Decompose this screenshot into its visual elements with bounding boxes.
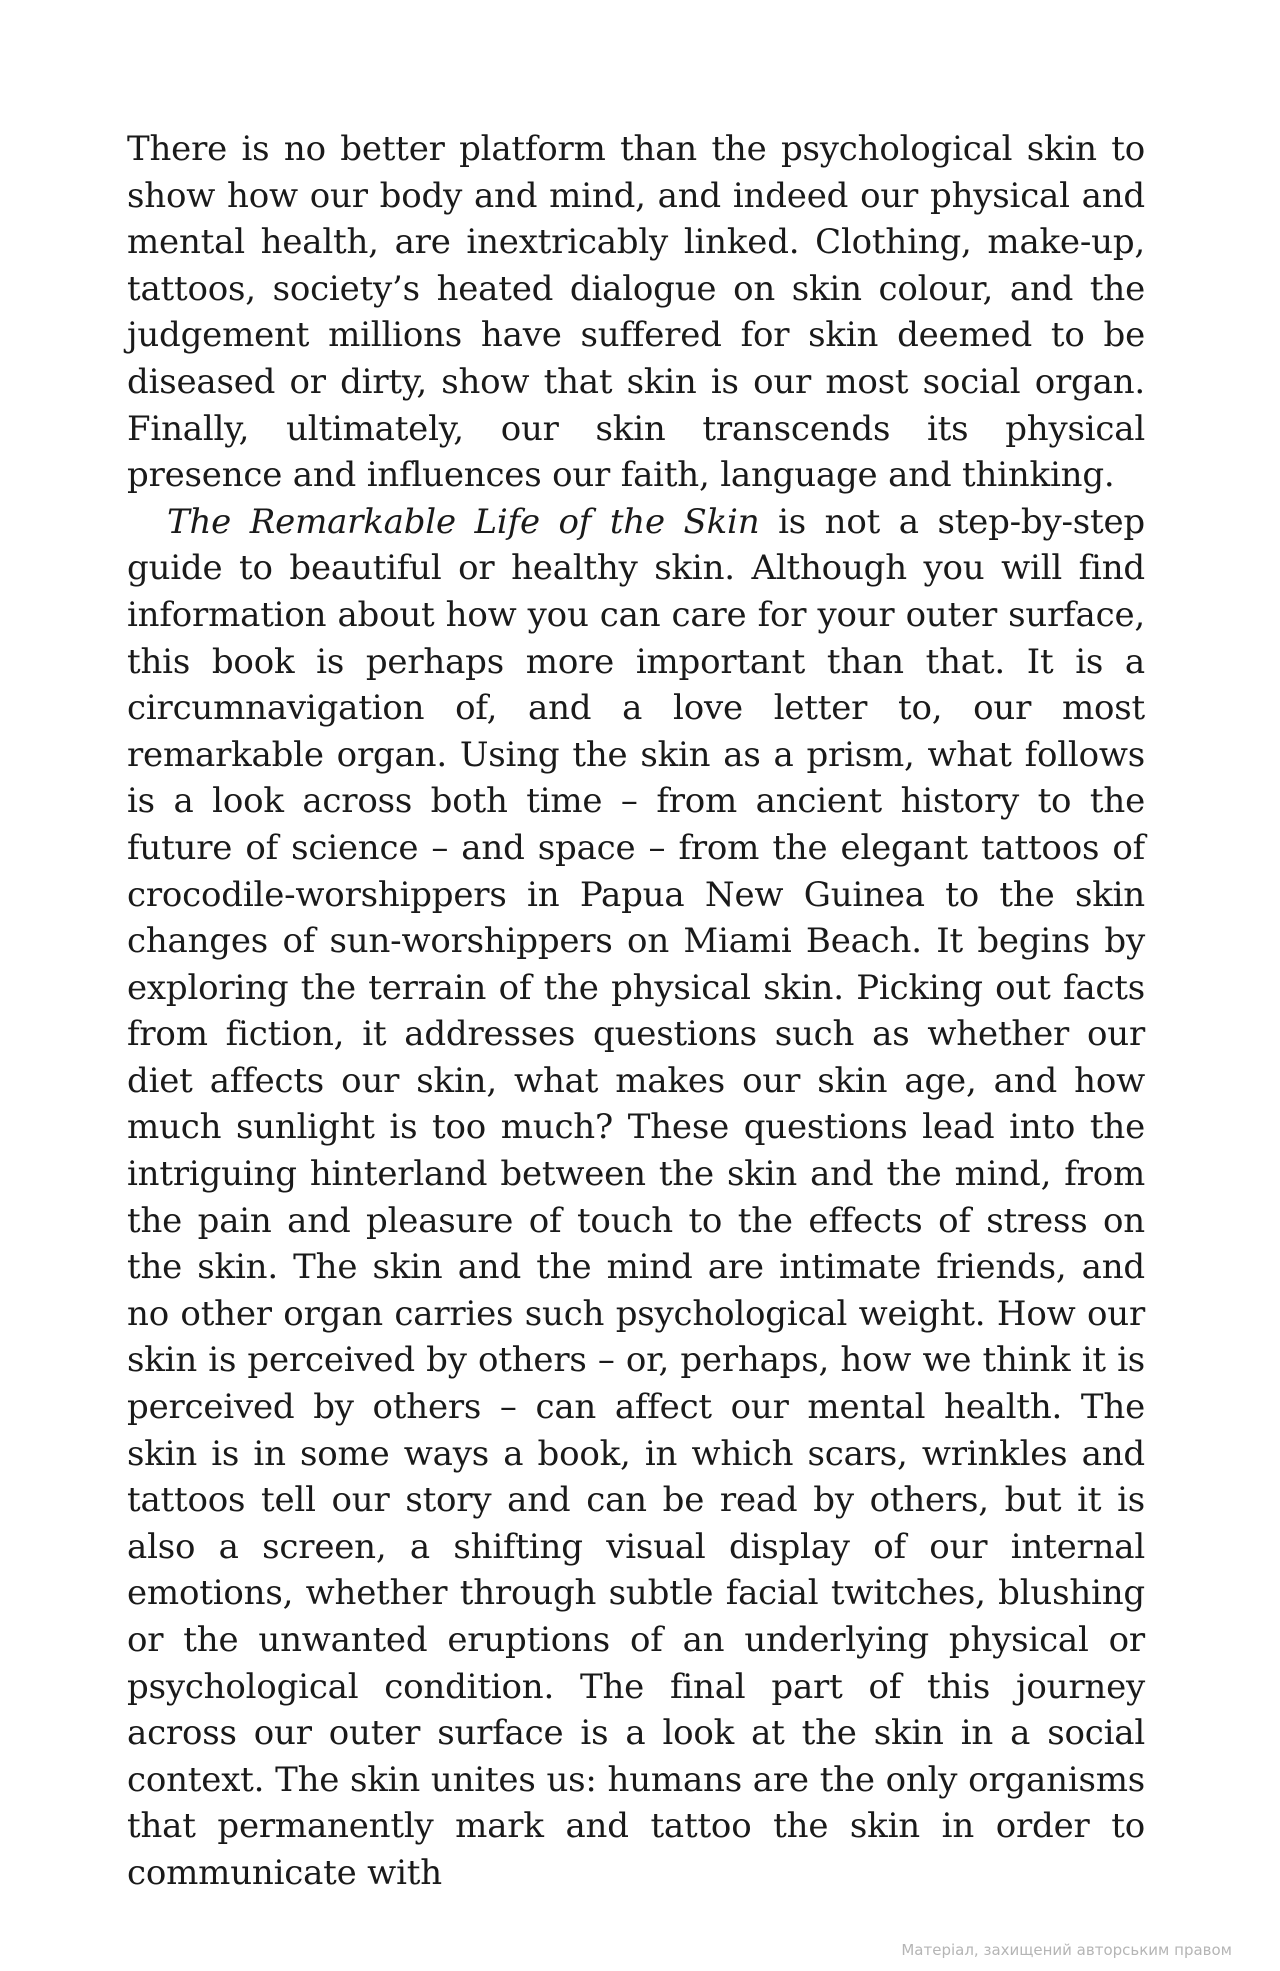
copyright-watermark: Матеріал, захищений авторським правом — [901, 1941, 1232, 1959]
paragraph-2 — [127, 499, 1145, 1897]
paragraph-2-text: is not a step-by-step guide to beautiful or healthy skin. Although you will find information about how you can care for your outer surface, this book is perhaps more important than that. It is a circumnavigation of, and a love letter to, our most remarkable organ. Using the skin as a prism, what follows is a look across both time – from ancient history to the future of science – and space – from the elegant tattoos of crocodile-worshippers in Papua New Guinea to the skin changes of sun-worshippers on Miami Beach. It begins by exploring the terrain of the physical skin. Picking out facts from fiction, it addresses questions such as whether our diet affects our skin, what makes our skin age, and how much sunlight is too much? These questions lead into the intriguing hinterland between the skin and the mind, from the pain and pleasure of touch to the effects of stress on the skin. The skin and the mind are intimate friends, and no other organ carries such psychological weight. How our skin is perceived by others – or, perhaps, how we think it is perceived by others – can affect our mental health. The skin is in some ways a book, in which scars, wrinkles and tattoos tell our story and can be read by others, but it is also a screen, a shifting visual display of our internal emotions, whether through subtle facial twitches, blushing or the unwanted eruptions of an underlying physical or psychological condition. The final part of this journey across our outer surface is a look at the skin in a social context. The skin unites us: humans are the only organisms that permanently mark and tattoo the skin in order to communicate with — [127, 501, 1145, 1893]
book-title-italic: The Remarkable Life of the Skin — [167, 501, 760, 542]
paragraph-1: There is no better platform than the psychological skin to show how our body and mind, and indeed our physical and mental health, are inextricably linked. Clothing, make-up, tattoos, society’s heated dialogue on skin colour, and the judgement millions have suffered for skin deemed to be diseased or dirty, show that skin is our most social organ. Finally, ultimately, our skin transcends its physical presence and influences our faith, language and thinking. — [127, 129, 1145, 496]
page-body — [127, 126, 1145, 1897]
